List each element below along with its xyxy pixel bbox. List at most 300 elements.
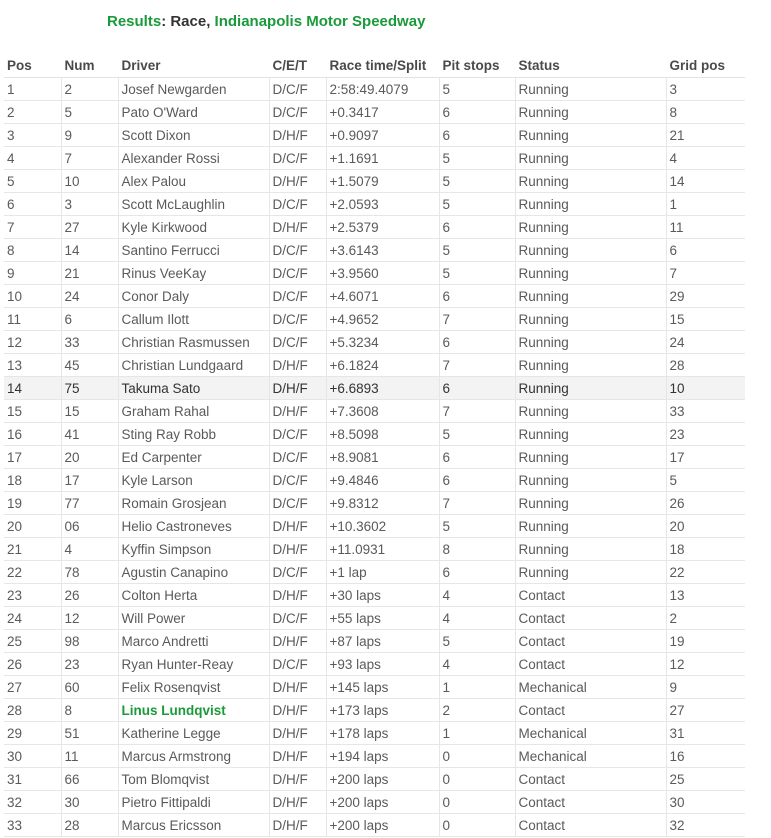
num-cell: 98 xyxy=(61,630,118,653)
table-row xyxy=(4,584,745,607)
status-cell: Running xyxy=(515,469,666,492)
pos-cell: 14 xyxy=(4,377,61,400)
status-cell: Running xyxy=(515,262,666,285)
race-time-cell: +1.5079 xyxy=(326,170,439,193)
driver-cell[interactable]: Romain Grosjean xyxy=(118,492,269,515)
num-cell: 23 xyxy=(61,653,118,676)
driver-cell[interactable]: Santino Ferrucci xyxy=(118,239,269,262)
status-cell: Running xyxy=(515,538,666,561)
grid-pos-cell: 7 xyxy=(666,262,745,285)
status-cell: Running xyxy=(515,400,666,423)
pit-stops-cell: 2 xyxy=(439,699,515,722)
num-cell: 3 xyxy=(61,193,118,216)
cet-cell: D/H/F xyxy=(269,814,326,837)
grid-pos-cell: 15 xyxy=(666,308,745,331)
status-cell: Running xyxy=(515,147,666,170)
race-time-cell: +4.9652 xyxy=(326,308,439,331)
pit-stops-cell: 6 xyxy=(439,446,515,469)
page-title xyxy=(107,13,425,30)
pos-cell: 26 xyxy=(4,653,61,676)
pit-stops-cell: 5 xyxy=(439,630,515,653)
status-cell: Contact xyxy=(515,607,666,630)
grid-pos-cell: 33 xyxy=(666,400,745,423)
grid-pos-cell: 1 xyxy=(666,193,745,216)
grid-pos-cell: 16 xyxy=(666,745,745,768)
race-time-cell: +5.3234 xyxy=(326,331,439,354)
pit-stops-cell: 8 xyxy=(439,538,515,561)
num-cell: 06 xyxy=(61,515,118,538)
status-cell: Contact xyxy=(515,814,666,837)
pos-cell: 13 xyxy=(4,354,61,377)
pos-cell: 4 xyxy=(4,147,61,170)
pit-stops-cell: 6 xyxy=(439,101,515,124)
num-cell: 4 xyxy=(61,538,118,561)
status-cell: Mechanical xyxy=(515,745,666,768)
race-time-cell: +145 laps xyxy=(326,676,439,699)
cet-cell: D/C/F xyxy=(269,607,326,630)
race-time-cell: +194 laps xyxy=(326,745,439,768)
table-row xyxy=(4,607,745,630)
cet-cell: D/H/F xyxy=(269,768,326,791)
race-time-cell: 2:58:49.4079 xyxy=(326,78,439,101)
status-cell: Running xyxy=(515,78,666,101)
pos-cell: 15 xyxy=(4,400,61,423)
status-cell: Mechanical xyxy=(515,676,666,699)
pit-stops-cell: 6 xyxy=(439,216,515,239)
cet-cell: D/H/F xyxy=(269,354,326,377)
table-row xyxy=(4,170,745,193)
driver-cell[interactable]: Linus Lundqvist xyxy=(118,699,269,722)
num-cell: 15 xyxy=(61,400,118,423)
cet-cell: D/C/F xyxy=(269,193,326,216)
status-cell: Contact xyxy=(515,630,666,653)
num-cell: 45 xyxy=(61,354,118,377)
grid-pos-cell: 27 xyxy=(666,699,745,722)
pos-cell: 29 xyxy=(4,722,61,745)
table-row xyxy=(4,216,745,239)
status-cell: Contact xyxy=(515,584,666,607)
race-time-cell: +30 laps xyxy=(326,584,439,607)
cet-cell: D/C/F xyxy=(269,653,326,676)
cet-cell: D/H/F xyxy=(269,791,326,814)
race-time-cell: +55 laps xyxy=(326,607,439,630)
pit-stops-cell: 5 xyxy=(439,262,515,285)
driver-cell[interactable]: Pietro Fittipaldi xyxy=(118,791,269,814)
pit-stops-cell: 5 xyxy=(439,423,515,446)
num-cell: 51 xyxy=(61,722,118,745)
grid-pos-cell: 5 xyxy=(666,469,745,492)
table-row xyxy=(4,699,745,722)
driver-cell[interactable]: Helio Castroneves xyxy=(118,515,269,538)
driver-cell[interactable]: Ryan Hunter-Reay xyxy=(118,653,269,676)
status-cell: Running xyxy=(515,124,666,147)
pit-stops-cell: 6 xyxy=(439,285,515,308)
col-header-driver[interactable]: Driver xyxy=(118,54,269,78)
pos-cell: 10 xyxy=(4,285,61,308)
pit-stops-cell: 0 xyxy=(439,814,515,837)
pit-stops-cell: 5 xyxy=(439,170,515,193)
status-cell: Running xyxy=(515,561,666,584)
grid-pos-cell: 25 xyxy=(666,768,745,791)
pos-cell: 25 xyxy=(4,630,61,653)
num-cell: 33 xyxy=(61,331,118,354)
cet-cell: D/C/F xyxy=(269,331,326,354)
table-row xyxy=(4,722,745,745)
status-cell: Running xyxy=(515,423,666,446)
pit-stops-cell: 6 xyxy=(439,469,515,492)
table-row xyxy=(4,515,745,538)
cet-cell: D/H/F xyxy=(269,584,326,607)
pos-cell: 12 xyxy=(4,331,61,354)
num-cell: 21 xyxy=(61,262,118,285)
col-header-status[interactable]: Status xyxy=(515,54,666,78)
pit-stops-cell: 1 xyxy=(439,722,515,745)
status-cell: Running xyxy=(515,377,666,400)
grid-pos-cell: 24 xyxy=(666,331,745,354)
driver-cell[interactable]: Will Power xyxy=(118,607,269,630)
table-row xyxy=(4,561,745,584)
race-time-cell: +8.5098 xyxy=(326,423,439,446)
driver-cell[interactable]: Kyle Larson xyxy=(118,469,269,492)
cet-cell: D/H/F xyxy=(269,216,326,239)
table-row xyxy=(4,262,745,285)
race-time-cell: +178 laps xyxy=(326,722,439,745)
pos-cell: 7 xyxy=(4,216,61,239)
driver-cell[interactable]: Conor Daly xyxy=(118,285,269,308)
num-cell: 17 xyxy=(61,469,118,492)
driver-cell[interactable]: Scott McLaughlin xyxy=(118,193,269,216)
cet-cell: D/C/F xyxy=(269,469,326,492)
grid-pos-cell: 22 xyxy=(666,561,745,584)
num-cell: 11 xyxy=(61,745,118,768)
num-cell: 6 xyxy=(61,308,118,331)
table-row xyxy=(4,423,745,446)
pit-stops-cell: 4 xyxy=(439,584,515,607)
race-label: : Race, xyxy=(161,13,215,30)
status-cell: Running xyxy=(515,308,666,331)
pos-cell: 23 xyxy=(4,584,61,607)
pit-stops-cell: 0 xyxy=(439,768,515,791)
race-time-cell: +11.0931 xyxy=(326,538,439,561)
driver-cell[interactable]: Ed Carpenter xyxy=(118,446,269,469)
cet-cell: D/C/F xyxy=(269,239,326,262)
grid-pos-cell: 2 xyxy=(666,607,745,630)
grid-pos-cell: 14 xyxy=(666,170,745,193)
pos-cell: 2 xyxy=(4,101,61,124)
driver-cell[interactable]: Agustin Canapino xyxy=(118,561,269,584)
status-cell: Running xyxy=(515,216,666,239)
pit-stops-cell: 5 xyxy=(439,147,515,170)
cet-cell: D/H/F xyxy=(269,400,326,423)
pos-cell: 17 xyxy=(4,446,61,469)
num-cell: 12 xyxy=(61,607,118,630)
table-row xyxy=(4,676,745,699)
cet-cell: D/C/F xyxy=(269,262,326,285)
race-time-cell: +2.0593 xyxy=(326,193,439,216)
table-row xyxy=(4,492,745,515)
pit-stops-cell: 6 xyxy=(439,377,515,400)
pit-stops-cell: 6 xyxy=(439,124,515,147)
cet-cell: D/H/F xyxy=(269,699,326,722)
cet-cell: D/H/F xyxy=(269,676,326,699)
status-cell: Running xyxy=(515,101,666,124)
table-row xyxy=(4,193,745,216)
num-cell: 5 xyxy=(61,101,118,124)
driver-cell[interactable]: Takuma Sato xyxy=(118,377,269,400)
pos-cell: 6 xyxy=(4,193,61,216)
pit-stops-cell: 7 xyxy=(439,308,515,331)
pos-cell: 19 xyxy=(4,492,61,515)
grid-pos-cell: 12 xyxy=(666,653,745,676)
pos-cell: 24 xyxy=(4,607,61,630)
num-cell: 14 xyxy=(61,239,118,262)
pos-cell: 8 xyxy=(4,239,61,262)
grid-pos-cell: 21 xyxy=(666,124,745,147)
driver-cell[interactable]: Kyle Kirkwood xyxy=(118,216,269,239)
race-time-cell: +87 laps xyxy=(326,630,439,653)
driver-cell[interactable]: Scott Dixon xyxy=(118,124,269,147)
table-body xyxy=(4,78,745,837)
status-cell: Running xyxy=(515,285,666,308)
col-header-num[interactable]: Num xyxy=(61,54,118,78)
driver-cell[interactable]: Graham Rahal xyxy=(118,400,269,423)
table-row xyxy=(4,400,745,423)
num-cell: 10 xyxy=(61,170,118,193)
table-row xyxy=(4,377,745,400)
table-row xyxy=(4,814,745,837)
num-cell: 20 xyxy=(61,446,118,469)
status-cell: Running xyxy=(515,515,666,538)
cet-cell: D/H/F xyxy=(269,745,326,768)
table-row xyxy=(4,308,745,331)
pit-stops-cell: 4 xyxy=(439,653,515,676)
table-row xyxy=(4,446,745,469)
race-time-cell: +2.5379 xyxy=(326,216,439,239)
race-time-cell: +173 laps xyxy=(326,699,439,722)
grid-pos-cell: 32 xyxy=(666,814,745,837)
driver-cell[interactable]: Alex Palou xyxy=(118,170,269,193)
header-row xyxy=(4,54,745,78)
status-cell: Running xyxy=(515,354,666,377)
pos-cell: 22 xyxy=(4,561,61,584)
grid-pos-cell: 10 xyxy=(666,377,745,400)
num-cell: 26 xyxy=(61,584,118,607)
pos-cell: 1 xyxy=(4,78,61,101)
race-time-cell: +1.1691 xyxy=(326,147,439,170)
num-cell: 41 xyxy=(61,423,118,446)
results-label: Results xyxy=(107,13,162,30)
table-row xyxy=(4,354,745,377)
table-row xyxy=(4,285,745,308)
pit-stops-cell: 5 xyxy=(439,193,515,216)
status-cell: Running xyxy=(515,239,666,262)
race-time-cell: +200 laps xyxy=(326,814,439,837)
race-time-cell: +93 laps xyxy=(326,653,439,676)
grid-pos-cell: 28 xyxy=(666,354,745,377)
grid-pos-cell: 11 xyxy=(666,216,745,239)
table-row xyxy=(4,653,745,676)
status-cell: Contact xyxy=(515,653,666,676)
col-header-cet[interactable]: C/E/T xyxy=(269,54,326,78)
num-cell: 24 xyxy=(61,285,118,308)
status-cell: Contact xyxy=(515,699,666,722)
pos-cell: 3 xyxy=(4,124,61,147)
race-time-cell: +3.9560 xyxy=(326,262,439,285)
grid-pos-cell: 18 xyxy=(666,538,745,561)
pit-stops-cell: 5 xyxy=(439,78,515,101)
cet-cell: D/C/F xyxy=(269,101,326,124)
grid-pos-cell: 8 xyxy=(666,101,745,124)
race-time-cell: +10.3602 xyxy=(326,515,439,538)
results-table xyxy=(4,54,745,837)
race-time-cell: +7.3608 xyxy=(326,400,439,423)
cet-cell: D/C/F xyxy=(269,561,326,584)
pit-stops-cell: 0 xyxy=(439,745,515,768)
table-row xyxy=(4,630,745,653)
table-row xyxy=(4,239,745,262)
num-cell: 60 xyxy=(61,676,118,699)
driver-cell[interactable]: Callum Ilott xyxy=(118,308,269,331)
driver-cell[interactable]: Colton Herta xyxy=(118,584,269,607)
pit-stops-cell: 6 xyxy=(439,331,515,354)
driver-cell[interactable]: Felix Rosenqvist xyxy=(118,676,269,699)
col-header-pos[interactable]: Pos xyxy=(4,54,61,78)
driver-cell[interactable]: Rinus VeeKay xyxy=(118,262,269,285)
cet-cell: D/C/F xyxy=(269,446,326,469)
cet-cell: D/H/F xyxy=(269,722,326,745)
status-cell: Running xyxy=(515,170,666,193)
table-row xyxy=(4,538,745,561)
num-cell: 30 xyxy=(61,791,118,814)
pit-stops-cell: 7 xyxy=(439,354,515,377)
pos-cell: 20 xyxy=(4,515,61,538)
pos-cell: 16 xyxy=(4,423,61,446)
pos-cell: 33 xyxy=(4,814,61,837)
grid-pos-cell: 30 xyxy=(666,791,745,814)
grid-pos-cell: 13 xyxy=(666,584,745,607)
pos-cell: 28 xyxy=(4,699,61,722)
cet-cell: D/C/F xyxy=(269,423,326,446)
status-cell: Contact xyxy=(515,791,666,814)
race-time-cell: +0.3417 xyxy=(326,101,439,124)
driver-cell[interactable]: Katherine Legge xyxy=(118,722,269,745)
race-time-cell: +4.6071 xyxy=(326,285,439,308)
pos-cell: 5 xyxy=(4,170,61,193)
race-time-cell: +9.8312 xyxy=(326,492,439,515)
status-cell: Running xyxy=(515,331,666,354)
driver-cell[interactable]: Marcus Ericsson xyxy=(118,814,269,837)
race-time-cell: +6.6893 xyxy=(326,377,439,400)
table-row xyxy=(4,768,745,791)
race-time-cell: +200 laps xyxy=(326,791,439,814)
cet-cell: D/C/F xyxy=(269,147,326,170)
num-cell: 27 xyxy=(61,216,118,239)
grid-pos-cell: 9 xyxy=(666,676,745,699)
table-row xyxy=(4,147,745,170)
pos-cell: 21 xyxy=(4,538,61,561)
race-time-cell: +1 lap xyxy=(326,561,439,584)
race-time-cell: +9.4846 xyxy=(326,469,439,492)
grid-pos-cell: 23 xyxy=(666,423,745,446)
grid-pos-cell: 29 xyxy=(666,285,745,308)
pos-cell: 11 xyxy=(4,308,61,331)
pos-cell: 31 xyxy=(4,768,61,791)
num-cell: 9 xyxy=(61,124,118,147)
pit-stops-cell: 6 xyxy=(439,561,515,584)
driver-cell[interactable]: Marco Andretti xyxy=(118,630,269,653)
grid-pos-cell: 31 xyxy=(666,722,745,745)
table-header xyxy=(4,54,745,78)
table-row xyxy=(4,745,745,768)
pit-stops-cell: 7 xyxy=(439,400,515,423)
pos-cell: 18 xyxy=(4,469,61,492)
race-time-cell: +0.9097 xyxy=(326,124,439,147)
num-cell: 66 xyxy=(61,768,118,791)
cet-cell: D/C/F xyxy=(269,492,326,515)
col-header-race-time[interactable]: Race time/Split xyxy=(326,54,439,78)
grid-pos-cell: 3 xyxy=(666,78,745,101)
driver-cell[interactable]: Josef Newgarden xyxy=(118,78,269,101)
driver-cell[interactable]: Christian Lundgaard xyxy=(118,354,269,377)
driver-cell[interactable]: Kyffin Simpson xyxy=(118,538,269,561)
grid-pos-cell: 6 xyxy=(666,239,745,262)
col-header-pit-stops[interactable]: Pit stops xyxy=(439,54,515,78)
status-cell: Running xyxy=(515,446,666,469)
pit-stops-cell: 0 xyxy=(439,791,515,814)
pit-stops-cell: 4 xyxy=(439,607,515,630)
grid-pos-cell: 19 xyxy=(666,630,745,653)
race-time-cell: +8.9081 xyxy=(326,446,439,469)
cet-cell: D/H/F xyxy=(269,538,326,561)
status-cell: Running xyxy=(515,193,666,216)
cet-cell: D/H/F xyxy=(269,124,326,147)
cet-cell: D/C/F xyxy=(269,285,326,308)
driver-cell[interactable]: Sting Ray Robb xyxy=(118,423,269,446)
table-row xyxy=(4,124,745,147)
num-cell: 78 xyxy=(61,561,118,584)
race-time-cell: +6.1824 xyxy=(326,354,439,377)
num-cell: 28 xyxy=(61,814,118,837)
table-row xyxy=(4,791,745,814)
driver-cell[interactable]: Tom Blomqvist xyxy=(118,768,269,791)
grid-pos-cell: 17 xyxy=(666,446,745,469)
num-cell: 75 xyxy=(61,377,118,400)
col-header-grid-pos[interactable]: Grid pos xyxy=(666,54,745,78)
num-cell: 8 xyxy=(61,699,118,722)
venue-link[interactable]: Indianapolis Motor Speedway xyxy=(214,13,426,30)
pit-stops-cell: 7 xyxy=(439,492,515,515)
cet-cell: D/H/F xyxy=(269,170,326,193)
pos-cell: 9 xyxy=(4,262,61,285)
pos-cell: 30 xyxy=(4,745,61,768)
driver-cell[interactable]: Pato O'Ward xyxy=(118,101,269,124)
driver-cell[interactable]: Alexander Rossi xyxy=(118,147,269,170)
pos-cell: 27 xyxy=(4,676,61,699)
race-time-cell: +3.6143 xyxy=(326,239,439,262)
cet-cell: D/H/F xyxy=(269,377,326,400)
status-cell: Running xyxy=(515,492,666,515)
grid-pos-cell: 4 xyxy=(666,147,745,170)
driver-cell[interactable]: Christian Rasmussen xyxy=(118,331,269,354)
table-row xyxy=(4,469,745,492)
pos-cell: 32 xyxy=(4,791,61,814)
table-row xyxy=(4,78,745,101)
driver-cell[interactable]: Marcus Armstrong xyxy=(118,745,269,768)
num-cell: 2 xyxy=(61,78,118,101)
status-cell: Mechanical xyxy=(515,722,666,745)
pit-stops-cell: 5 xyxy=(439,239,515,262)
table-row xyxy=(4,331,745,354)
